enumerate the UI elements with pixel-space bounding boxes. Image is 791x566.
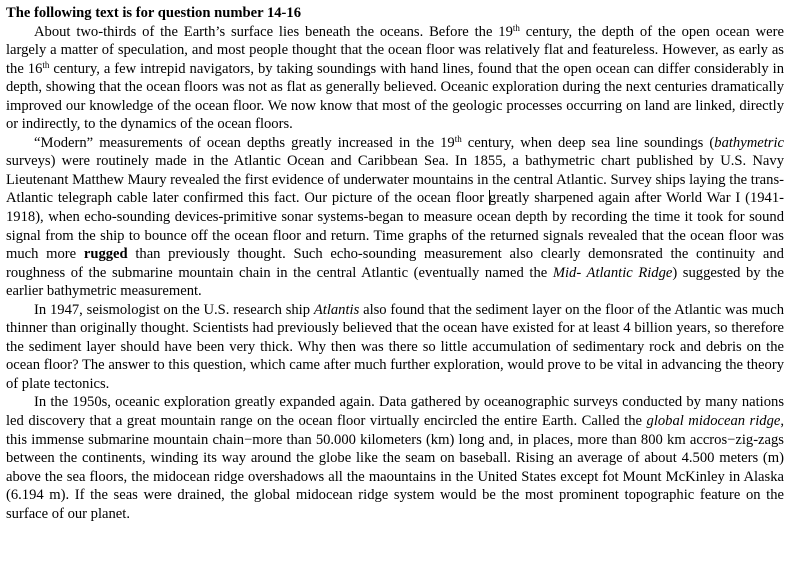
bold-text: rugged (83, 246, 128, 263)
text-segment: century, when deep sea line soundings ( (461, 134, 715, 151)
superscript: th (512, 22, 520, 33)
superscript: th (454, 133, 462, 144)
text-segment: , this immense submarine mountain chain−more than 50.000 kilometers (km) long and, in places, more than 800 km accros−zig-zags between the continents, winding its way around the globe like the seam on baseball. Rising an average of about 4.500 meters (m) above the sea floors, the midocean ridge overshadows all the maountains in the United States except fot Mount McKinley in Alaska (6.194 m). If the seas were drained, the global midocean ridge system would be the most prominent topographic feature on the surface of our planet. (6, 413, 785, 522)
italic-text: global midocean ridge (646, 413, 781, 430)
paragraph (6, 301, 784, 394)
italic-text: bathymetric (714, 134, 784, 151)
text-segment: In 1947, seismologist on the U.S. research ship (34, 301, 314, 318)
text-segment: “Modern” measurements of ocean depths greatly increased in the 19 (34, 134, 455, 151)
document-heading: The following text is for question number 14-16 (6, 5, 301, 21)
text-segment: About two-thirds of the Earth’s surface lies beneath the oceans. Before the 19 (34, 23, 513, 40)
superscript: th (42, 59, 50, 70)
italic-text: Atlantis (313, 301, 360, 318)
text-segment: greatly sharpened again after World War I (1941-1918), when echo-sounding devices-primitive sonar systems-began to measure ocean depth by recording the time it took for sound signal from the ship to bounce off the ocean floor and return. Time graphs of the returned signals revealed that the ocean floor was much more (6, 190, 785, 263)
italic-text: Mid- Atlantic Ridge (552, 264, 673, 281)
document (6, 4, 784, 523)
paragraph (6, 134, 784, 301)
text-segment: In the 1950s, oceanic exploration greatly expanded again. Data gathered by oceanographic surveys conducted by many nations led discovery that a great mountain range on the ocean floor virtually encircled the entire Earth. Called the (6, 394, 784, 430)
text-segment: than previously thought. Such echo-sounding measurement also clearly demonsrated the continuity and roughness of the submarine mountain chain in the central Atlantic (eventually named the (6, 246, 784, 281)
paragraph (6, 393, 784, 523)
paragraph (6, 23, 784, 134)
text-segment: century, a few intrepid navigators, by taking soundings with hand lines, found that the open ocean can differ considerably in depth, showing that the ocean floors was not as flat as generally believed. Oceanic exploration during the next centuries dramatically improved our knowledge of the ocean floor. We now know that most of the geologic processes occurring on land are linked, directly or indirectly, to the dynamics of the ocean floors. (6, 60, 784, 133)
text-segment: surveys) were routinely made in the Atlantic Ocean and Caribbean Sea. In 1855, a bathymetric chart published by U.S. Navy Lieutenant Matthew Maury revealed the first evidence of underwater mountains in the central Atlantic. Survey ships laying the trans-Atlantic telegraph cable later confirmed this fact. Our picture of the ocean floor (6, 153, 784, 207)
text-segment: ) suggested by the earlier bathymetric measurement. (6, 264, 784, 300)
paragraphs (6, 23, 784, 524)
text-segment: century, the depth of the open ocean were largely a matter of speculation, and most people thought that the ocean floor was relatively flat and featureless. However, as early as the 16 (6, 23, 784, 77)
text-segment: also found that the sediment layer on the floor of the Atlantic was much thinner than originally thought. Scientists had previously believed that the ocean have existed for at least 4 billion years, so therefore the sediment layer should have been very thick. Why then was there so little accumulation of sedimentary rock and debris on the ocean floor? The answer to this question, which came after much further exploration, would prove to be vital in advancing the theory of plate tectonics. (6, 301, 784, 392)
